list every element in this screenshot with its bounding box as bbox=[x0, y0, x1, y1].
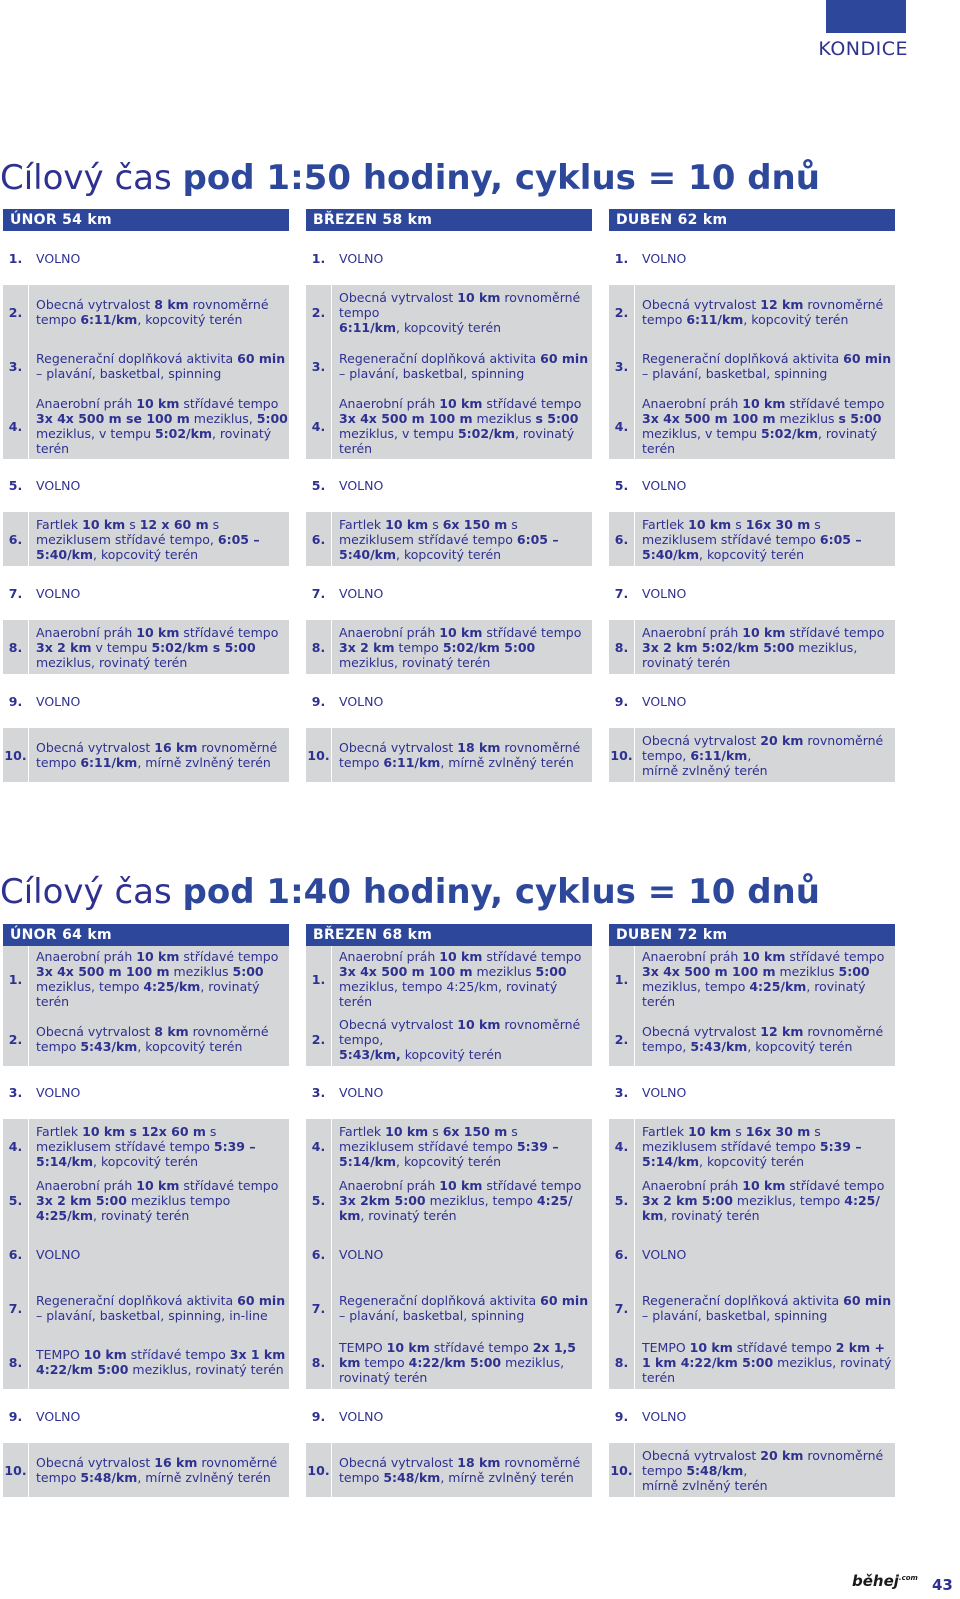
table-title-1 bbox=[0, 158, 820, 198]
day-row bbox=[3, 1443, 289, 1497]
day-number: 2. bbox=[306, 1012, 332, 1066]
workout-text: Fartlek 10 km s 16x 30 m s meziklusem střídavé tempo 5:39 – 5:14/km, kopcovitý terén bbox=[642, 1123, 862, 1169]
day-row bbox=[306, 339, 592, 393]
page-number: 43 bbox=[932, 1576, 953, 1594]
day-row bbox=[3, 393, 289, 459]
day-row bbox=[3, 339, 289, 393]
day-number: 6. bbox=[609, 512, 635, 566]
day-row bbox=[3, 285, 289, 339]
day-number: 6. bbox=[3, 1227, 29, 1281]
workout-text: Obecná vytrvalost 18 km rovnoměrné tempo 5:48/km, mírně zvlněný terén bbox=[339, 1455, 581, 1485]
day-row bbox=[306, 1281, 592, 1335]
workout-text: Obecná vytrvalost 10 km rovnoměrné tempo, 5:43/km, kopcovitý terén bbox=[339, 1016, 581, 1062]
workout-text: VOLNO bbox=[36, 1246, 81, 1262]
day-number: 3. bbox=[609, 1074, 635, 1110]
day-number: 3. bbox=[306, 339, 332, 393]
workout-text: Anaerobní práh 10 km střídavé tempo 3x 4x 500 m 100 m meziklus 5:00 meziklus, tempo 4:25/km, rovinatý terén bbox=[642, 949, 885, 1009]
month-header: ÚNOR 64 km bbox=[3, 924, 289, 946]
day-number: 6. bbox=[609, 1227, 635, 1281]
day-row bbox=[306, 946, 592, 1012]
day-number: 4. bbox=[306, 393, 332, 459]
day-number: 1. bbox=[609, 240, 635, 276]
day-number: 8. bbox=[609, 1335, 635, 1389]
day-number: 1. bbox=[609, 946, 635, 1012]
day-row bbox=[609, 1012, 895, 1066]
workout-text: Obecná vytrvalost 18 km rovnoměrné tempo 6:11/km, mírně zvlněný terén bbox=[339, 740, 581, 770]
section-label: KONDICE bbox=[818, 38, 908, 60]
day-row bbox=[609, 1173, 895, 1227]
day-number: 6. bbox=[306, 1227, 332, 1281]
day-row bbox=[306, 1119, 592, 1173]
day-number: 10. bbox=[306, 1443, 332, 1497]
workout-text: Obecná vytrvalost 20 km rovnoměrné tempo 5:48/km, mírně zvlněný terén bbox=[642, 1447, 884, 1493]
day-row bbox=[306, 1012, 592, 1066]
workout-text: VOLNO bbox=[642, 585, 687, 601]
day-row bbox=[3, 1398, 289, 1434]
day-number: 8. bbox=[306, 620, 332, 674]
workout-text: Anaerobní práh 10 km střídavé tempo 3x 4x 500 m 100 m meziklus 5:00 meziklus, tempo 4:25/km, rovinatý terén bbox=[36, 949, 279, 1009]
section-tab bbox=[826, 0, 906, 33]
day-number: 9. bbox=[609, 1398, 635, 1434]
workout-text: VOLNO bbox=[36, 1408, 81, 1424]
day-row bbox=[306, 240, 592, 276]
workout-text: Fartlek 10 km s 6x 150 m s meziklusem střídavé tempo 5:39 – 5:14/km, kopcovitý terén bbox=[339, 1123, 559, 1169]
workout-text: VOLNO bbox=[36, 250, 81, 266]
day-row bbox=[3, 1281, 289, 1335]
day-number: 5. bbox=[306, 1173, 332, 1227]
day-number: 3. bbox=[3, 1074, 29, 1110]
workout-text: Anaerobní práh 10 km střídavé tempo 3x 4x 500 m 100 m meziklus s 5:00 meziklus, v tempu 5:02/km, rovinatý terén bbox=[339, 396, 582, 456]
day-row bbox=[3, 1074, 289, 1110]
workout-text: Regenerační doplňková aktivita 60 min – plavání, basketbal, spinning bbox=[642, 1293, 892, 1323]
workout-text: TEMPO 10 km střídavé tempo 2 km + 1 km 4:22/km 5:00 meziklus, rovinatý terén bbox=[642, 1339, 892, 1385]
month-column bbox=[3, 924, 289, 1485]
day-row bbox=[3, 946, 289, 1012]
month-column bbox=[609, 209, 895, 778]
day-number: 2. bbox=[306, 285, 332, 339]
day-number: 4. bbox=[609, 1119, 635, 1173]
day-row bbox=[306, 1227, 592, 1281]
day-row bbox=[609, 1227, 895, 1281]
workout-text: VOLNO bbox=[339, 1084, 384, 1100]
workout-text: Obecná vytrvalost 16 km rovnoměrné tempo 5:48/km, mírně zvlněný terén bbox=[36, 1455, 278, 1485]
workout-text: TEMPO 10 km střídavé tempo 2x 1,5 km tempo 4:22/km 5:00 meziklus, rovinatý terén bbox=[339, 1339, 577, 1385]
title-bold: pod 1:40 hodiny, cyklus = 10 dnů bbox=[182, 872, 820, 912]
workout-text: Anaerobní práh 10 km střídavé tempo 3x 2km 5:00 meziklus, tempo 4:25/ km, rovinatý terén bbox=[339, 1177, 582, 1223]
day-row bbox=[306, 683, 592, 719]
day-number: 2. bbox=[609, 285, 635, 339]
workout-text: Regenerační doplňková aktivita 60 min – plavání, basketbal, spinning bbox=[339, 351, 589, 381]
day-row bbox=[609, 285, 895, 339]
day-number: 10. bbox=[3, 728, 29, 782]
workout-text: VOLNO bbox=[36, 693, 81, 709]
day-number: 1. bbox=[3, 946, 29, 1012]
workout-text: Anaerobní práh 10 km střídavé tempo 3x 4x 500 m 100 m meziklus s 5:00 meziklus, v tempu 5:02/km, rovinatý terén bbox=[642, 396, 885, 456]
day-row bbox=[609, 1443, 895, 1497]
day-number: 7. bbox=[3, 1281, 29, 1335]
workout-text: VOLNO bbox=[642, 250, 687, 266]
day-number: 9. bbox=[3, 1398, 29, 1434]
day-row bbox=[306, 1173, 592, 1227]
workout-text: VOLNO bbox=[642, 1084, 687, 1100]
workout-text: VOLNO bbox=[642, 477, 687, 493]
day-row bbox=[3, 575, 289, 611]
day-number: 1. bbox=[306, 946, 332, 1012]
workout-text: Fartlek 10 km s 12 x 60 m s meziklusem střídavé tempo, 6:05 – 5:40/km, kopcovitý terén bbox=[36, 516, 260, 562]
day-number: 5. bbox=[609, 467, 635, 503]
day-row bbox=[306, 1398, 592, 1434]
workout-text: Obecná vytrvalost 12 km rovnoměrné tempo 6:11/km, kopcovitý terén bbox=[642, 297, 884, 327]
day-row bbox=[609, 467, 895, 503]
workout-text: Regenerační doplňková aktivita 60 min – plavání, basketbal, spinning, in-line bbox=[36, 1293, 286, 1323]
day-number: 9. bbox=[306, 1398, 332, 1434]
workout-text: Fartlek 10 km s 12x 60 m s meziklusem střídavé tempo 5:39 – 5:14/km, kopcovitý terén bbox=[36, 1123, 256, 1169]
day-number: 3. bbox=[3, 339, 29, 393]
day-row bbox=[306, 393, 592, 459]
workout-text: TEMPO 10 km střídavé tempo 3x 1 km 4:22/km 5:00 meziklus, rovinatý terén bbox=[36, 1347, 286, 1377]
workout-text: VOLNO bbox=[36, 1084, 81, 1100]
month-header: ÚNOR 54 km bbox=[3, 209, 289, 231]
logo-suffix: .com bbox=[898, 1574, 918, 1582]
workout-text: Anaerobní práh 10 km střídavé tempo 3x 4x 500 m se 100 m meziklus, 5:00 meziklus, v tempu 5:02/km, rovinatý terén bbox=[36, 396, 288, 456]
month-header: BŘEZEN 58 km bbox=[306, 209, 592, 231]
day-row bbox=[609, 1398, 895, 1434]
day-number: 2. bbox=[3, 1012, 29, 1066]
day-number: 1. bbox=[306, 240, 332, 276]
workout-text: Anaerobní práh 10 km střídavé tempo 3x 2 km tempo 5:02/km 5:00 meziklus, rovinatý terén bbox=[339, 624, 582, 670]
workout-text: VOLNO bbox=[642, 1246, 687, 1262]
workout-text: VOLNO bbox=[36, 477, 81, 493]
day-row bbox=[306, 728, 592, 782]
month-column bbox=[3, 209, 289, 770]
workout-text: Anaerobní práh 10 km střídavé tempo 3x 4x 500 m 100 m meziklus 5:00 meziklus, tempo 4:25/km, rovinatý terén bbox=[339, 949, 582, 1009]
day-row bbox=[3, 1335, 289, 1389]
workout-text: Obecná vytrvalost 10 km rovnoměrné tempo 6:11/km, kopcovitý terén bbox=[339, 289, 581, 335]
day-number: 9. bbox=[3, 683, 29, 719]
workout-text: Regenerační doplňková aktivita 60 min – plavání, basketbal, spinning bbox=[642, 351, 892, 381]
day-number: 6. bbox=[306, 512, 332, 566]
day-row bbox=[609, 683, 895, 719]
day-row bbox=[306, 1335, 592, 1389]
month-column bbox=[306, 209, 592, 770]
day-row bbox=[3, 620, 289, 674]
workout-text: VOLNO bbox=[339, 1246, 384, 1262]
day-row bbox=[3, 1119, 289, 1173]
day-row bbox=[306, 1443, 592, 1497]
workout-text: VOLNO bbox=[339, 477, 384, 493]
title-bold: pod 1:50 hodiny, cyklus = 10 dnů bbox=[182, 158, 820, 198]
day-row bbox=[306, 512, 592, 566]
day-number: 4. bbox=[3, 393, 29, 459]
workout-text: Obecná vytrvalost 20 km rovnoměrné tempo, 6:11/km, mírně zvlněný terén bbox=[642, 732, 884, 778]
day-number: 7. bbox=[609, 1281, 635, 1335]
month-column bbox=[609, 924, 895, 1493]
day-row bbox=[609, 240, 895, 276]
day-row bbox=[609, 728, 895, 782]
day-number: 8. bbox=[306, 1335, 332, 1389]
workout-text: Fartlek 10 km s 16x 30 m s meziklusem střídavé tempo 6:05 – 5:40/km, kopcovitý terén bbox=[642, 516, 862, 562]
day-row bbox=[3, 240, 289, 276]
day-row bbox=[609, 1281, 895, 1335]
day-number: 7. bbox=[609, 575, 635, 611]
day-number: 9. bbox=[609, 683, 635, 719]
day-row bbox=[3, 512, 289, 566]
day-number: 5. bbox=[609, 1173, 635, 1227]
day-number: 9. bbox=[306, 683, 332, 719]
title-plain: Cílový čas bbox=[0, 872, 183, 912]
day-number: 4. bbox=[609, 393, 635, 459]
day-row bbox=[3, 467, 289, 503]
day-number: 10. bbox=[609, 728, 635, 782]
workout-text: VOLNO bbox=[339, 1408, 384, 1424]
day-row bbox=[609, 1335, 895, 1389]
day-number: 5. bbox=[3, 1173, 29, 1227]
workout-text: Obecná vytrvalost 8 km rovnoměrné tempo 5:43/km, kopcovitý terén bbox=[36, 1024, 269, 1054]
workout-text: Obecná vytrvalost 8 km rovnoměrné tempo 6:11/km, kopcovitý terén bbox=[36, 297, 269, 327]
day-number: 3. bbox=[609, 339, 635, 393]
workout-text: Regenerační doplňková aktivita 60 min – plavání, basketbal, spinning bbox=[36, 351, 286, 381]
day-row bbox=[306, 1074, 592, 1110]
day-row bbox=[609, 1074, 895, 1110]
workout-text: Obecná vytrvalost 12 km rovnoměrné tempo, 5:43/km, kopcovitý terén bbox=[642, 1024, 884, 1054]
workout-text: VOLNO bbox=[642, 1408, 687, 1424]
day-number: 8. bbox=[609, 620, 635, 674]
day-number: 5. bbox=[306, 467, 332, 503]
day-row bbox=[3, 683, 289, 719]
table-title-2 bbox=[0, 872, 820, 912]
workout-text: Obecná vytrvalost 16 km rovnoměrné tempo 6:11/km, mírně zvlněný terén bbox=[36, 740, 278, 770]
workout-text: VOLNO bbox=[642, 693, 687, 709]
day-row bbox=[609, 575, 895, 611]
day-row bbox=[609, 1119, 895, 1173]
month-header: BŘEZEN 68 km bbox=[306, 924, 592, 946]
day-number: 7. bbox=[306, 1281, 332, 1335]
day-number: 4. bbox=[3, 1119, 29, 1173]
logo-text: běhej bbox=[852, 1572, 899, 1590]
day-number: 3. bbox=[306, 1074, 332, 1110]
month-header: DUBEN 72 km bbox=[609, 924, 895, 946]
workout-text: Anaerobní práh 10 km střídavé tempo 3x 2 km v tempu 5:02/km s 5:00 meziklus, rovinatý terén bbox=[36, 624, 279, 670]
day-row bbox=[3, 1173, 289, 1227]
day-row bbox=[306, 467, 592, 503]
day-number: 6. bbox=[3, 512, 29, 566]
behej-logo bbox=[852, 1572, 918, 1590]
workout-text: Fartlek 10 km s 6x 150 m s meziklusem střídavé tempo 6:05 – 5:40/km, kopcovitý terén bbox=[339, 516, 559, 562]
workout-text: VOLNO bbox=[339, 585, 384, 601]
day-row bbox=[306, 620, 592, 674]
day-row bbox=[609, 339, 895, 393]
day-row bbox=[306, 575, 592, 611]
day-number: 7. bbox=[306, 575, 332, 611]
day-number: 5. bbox=[3, 467, 29, 503]
day-number: 10. bbox=[306, 728, 332, 782]
workout-text: Anaerobní práh 10 km střídavé tempo 3x 2 km 5:02/km 5:00 meziklus, rovinatý terén bbox=[642, 624, 885, 670]
month-column bbox=[306, 924, 592, 1485]
workout-text: VOLNO bbox=[339, 250, 384, 266]
day-row bbox=[609, 946, 895, 1012]
day-row bbox=[3, 1227, 289, 1281]
day-number: 7. bbox=[3, 575, 29, 611]
workout-text: VOLNO bbox=[339, 693, 384, 709]
day-row bbox=[609, 512, 895, 566]
month-header: DUBEN 62 km bbox=[609, 209, 895, 231]
day-number: 2. bbox=[3, 285, 29, 339]
day-number: 1. bbox=[3, 240, 29, 276]
day-row bbox=[3, 728, 289, 782]
workout-text: VOLNO bbox=[36, 585, 81, 601]
title-plain: Cílový čas bbox=[0, 158, 183, 198]
day-number: 10. bbox=[609, 1443, 635, 1497]
day-row bbox=[609, 393, 895, 459]
day-row bbox=[3, 1012, 289, 1066]
day-number: 8. bbox=[3, 620, 29, 674]
day-number: 8. bbox=[3, 1335, 29, 1389]
day-number: 4. bbox=[306, 1119, 332, 1173]
day-number: 2. bbox=[609, 1012, 635, 1066]
workout-text: Regenerační doplňková aktivita 60 min – plavání, basketbal, spinning bbox=[339, 1293, 589, 1323]
day-row bbox=[306, 285, 592, 339]
day-number: 10. bbox=[3, 1443, 29, 1497]
day-row bbox=[609, 620, 895, 674]
workout-text: Anaerobní práh 10 km střídavé tempo 3x 2 km 5:00 meziklus tempo 4:25/km, rovinatý terén bbox=[36, 1177, 279, 1223]
workout-text: Anaerobní práh 10 km střídavé tempo 3x 2 km 5:00 meziklus, tempo 4:25/ km, rovinatý terén bbox=[642, 1177, 885, 1223]
